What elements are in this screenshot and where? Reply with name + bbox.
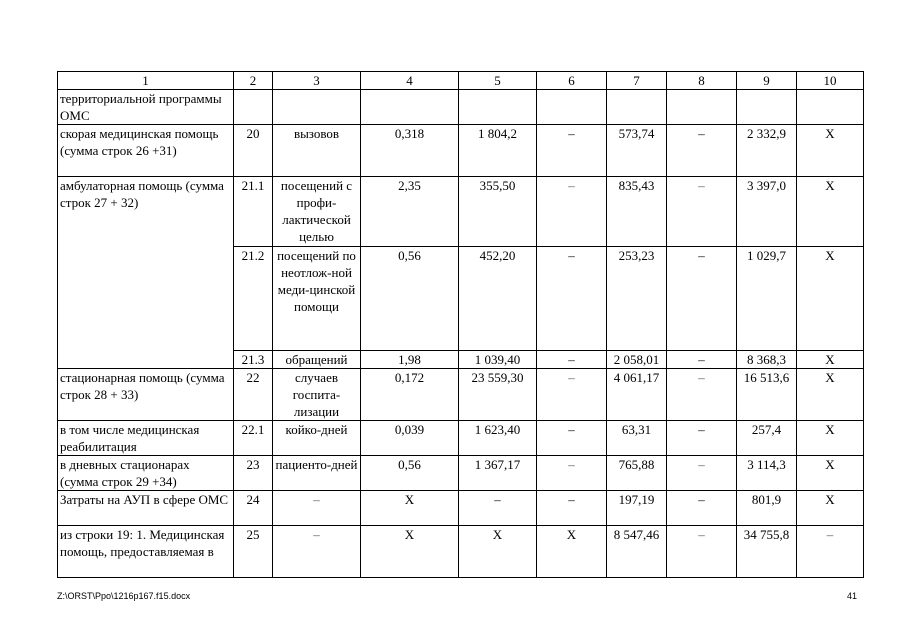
- header-cell: 9: [737, 72, 797, 90]
- table-cell: 253,23: [607, 247, 667, 351]
- table-cell: 355,50: [459, 177, 537, 247]
- table-cell: –: [537, 456, 607, 491]
- table-cell: 22: [234, 369, 273, 421]
- table-cell: –: [667, 491, 737, 526]
- table-cell: –: [537, 369, 607, 421]
- row-label: амбулаторная помощь (сумма строк 27 + 32): [58, 177, 234, 369]
- table-cell: Х: [797, 491, 864, 526]
- file-path: Z:\ORST\Ppo\1216p167.f15.docx: [57, 591, 191, 601]
- table-cell: –: [667, 177, 737, 247]
- page-number: 41: [847, 591, 858, 601]
- table-cell: –: [459, 491, 537, 526]
- row-label: в том числе медицинская реабилитация: [58, 421, 234, 456]
- table-cell: 22.1: [234, 421, 273, 456]
- table-cell: 1 029,7: [737, 247, 797, 351]
- header-cell: 6: [537, 72, 607, 90]
- table-cell: [361, 90, 459, 125]
- table-cell: 765,88: [607, 456, 667, 491]
- table-cell: –: [537, 421, 607, 456]
- table-row: [58, 369, 864, 421]
- header-cell: 10: [797, 72, 864, 90]
- table-cell: –: [667, 125, 737, 177]
- table-cell: 8 368,3: [737, 351, 797, 369]
- table-cell: Х: [797, 421, 864, 456]
- table-cell: 2,35: [361, 177, 459, 247]
- table-cell: Х: [459, 526, 537, 578]
- table-cell: 4 061,17: [607, 369, 667, 421]
- table-cell: 21.3: [234, 351, 273, 369]
- table-cell: 835,43: [607, 177, 667, 247]
- table-cell: посещений с профи-лактической целью: [273, 177, 361, 247]
- header-cell: 8: [667, 72, 737, 90]
- table-cell: [797, 90, 864, 125]
- table-cell: –: [667, 456, 737, 491]
- table-cell: Х: [797, 177, 864, 247]
- table-cell: –: [537, 351, 607, 369]
- table-cell: 20: [234, 125, 273, 177]
- table-row: [58, 177, 864, 247]
- table-cell: –: [273, 491, 361, 526]
- row-label: в дневных стационарах (сумма строк 29 +34): [58, 456, 234, 491]
- header-cell: 1: [58, 72, 234, 90]
- table-cell: 0,56: [361, 247, 459, 351]
- header-cell: 2: [234, 72, 273, 90]
- table-cell: 3 114,3: [737, 456, 797, 491]
- row-label: скорая медицинская помощь (сумма строк 26 +31): [58, 125, 234, 177]
- table-cell: Х: [797, 369, 864, 421]
- table-cell: 16 513,6: [737, 369, 797, 421]
- table-cell: Х: [797, 456, 864, 491]
- table-cell: 1 804,2: [459, 125, 537, 177]
- table-cell: 21.1: [234, 177, 273, 247]
- row-label: стационарная помощь (сумма строк 28 + 33): [58, 369, 234, 421]
- table-row: [58, 526, 864, 578]
- header-cell: 4: [361, 72, 459, 90]
- table-cell: 25: [234, 526, 273, 578]
- table-cell: посещений по неотлож-ной меди-цинской помощи: [273, 247, 361, 351]
- table-cell: 23: [234, 456, 273, 491]
- table-cell: Х: [361, 491, 459, 526]
- table-cell: 1 039,40: [459, 351, 537, 369]
- table-cell: 257,4: [737, 421, 797, 456]
- table-cell: 801,9: [737, 491, 797, 526]
- table-cell: [273, 90, 361, 125]
- table-row: [58, 491, 864, 526]
- table-cell: койко-дней: [273, 421, 361, 456]
- header-cell: 5: [459, 72, 537, 90]
- table-cell: [537, 90, 607, 125]
- table-cell: 0,039: [361, 421, 459, 456]
- row-label: из строки 19: 1. Медицинская помощь, предоставляемая в: [58, 526, 234, 578]
- table-cell: 1 623,40: [459, 421, 537, 456]
- table-row: [58, 90, 864, 125]
- table-row: [58, 456, 864, 491]
- table-cell: 0,318: [361, 125, 459, 177]
- table-cell: 2 058,01: [607, 351, 667, 369]
- table-cell: Х: [361, 526, 459, 578]
- table-cell: 1 367,17: [459, 456, 537, 491]
- table-cell: 8 547,46: [607, 526, 667, 578]
- table-cell: вызовов: [273, 125, 361, 177]
- row-label: Затраты на АУП в сфере ОМС: [58, 491, 234, 526]
- header-cell: 7: [607, 72, 667, 90]
- table-cell: 63,31: [607, 421, 667, 456]
- table-cell: 2 332,9: [737, 125, 797, 177]
- table-cell: 573,74: [607, 125, 667, 177]
- table-cell: –: [273, 526, 361, 578]
- data-table: [57, 71, 864, 578]
- header-row: [58, 72, 864, 90]
- table-cell: 0,172: [361, 369, 459, 421]
- table-cell: –: [667, 369, 737, 421]
- table-cell: –: [537, 491, 607, 526]
- table-cell: пациенто-дней: [273, 456, 361, 491]
- table-cell: 1,98: [361, 351, 459, 369]
- table-cell: 197,19: [607, 491, 667, 526]
- table-cell: 24: [234, 491, 273, 526]
- table-cell: Х: [797, 351, 864, 369]
- table-row: [58, 421, 864, 456]
- table-cell: –: [667, 526, 737, 578]
- table-cell: –: [537, 247, 607, 351]
- table-cell: Х: [797, 247, 864, 351]
- table-cell: –: [667, 421, 737, 456]
- table-cell: 23 559,30: [459, 369, 537, 421]
- table-cell: 21.2: [234, 247, 273, 351]
- table-cell: –: [537, 177, 607, 247]
- table-cell: 34 755,8: [737, 526, 797, 578]
- table-cell: Х: [797, 125, 864, 177]
- table-cell: Х: [537, 526, 607, 578]
- table-cell: [607, 90, 667, 125]
- table-cell: 452,20: [459, 247, 537, 351]
- table-cell: [234, 90, 273, 125]
- table-cell: –: [797, 526, 864, 578]
- table-cell: –: [667, 247, 737, 351]
- header-cell: 3: [273, 72, 361, 90]
- table-cell: –: [537, 125, 607, 177]
- table-cell: 0,56: [361, 456, 459, 491]
- table-cell: обращений: [273, 351, 361, 369]
- table-cell: [667, 90, 737, 125]
- table-cell: [459, 90, 537, 125]
- table-cell: –: [667, 351, 737, 369]
- table-cell: 3 397,0: [737, 177, 797, 247]
- table-cell: [737, 90, 797, 125]
- row-label: территориальной программы ОМС: [58, 90, 234, 125]
- table-cell: случаев госпита-лизации: [273, 369, 361, 421]
- table-row: [58, 125, 864, 177]
